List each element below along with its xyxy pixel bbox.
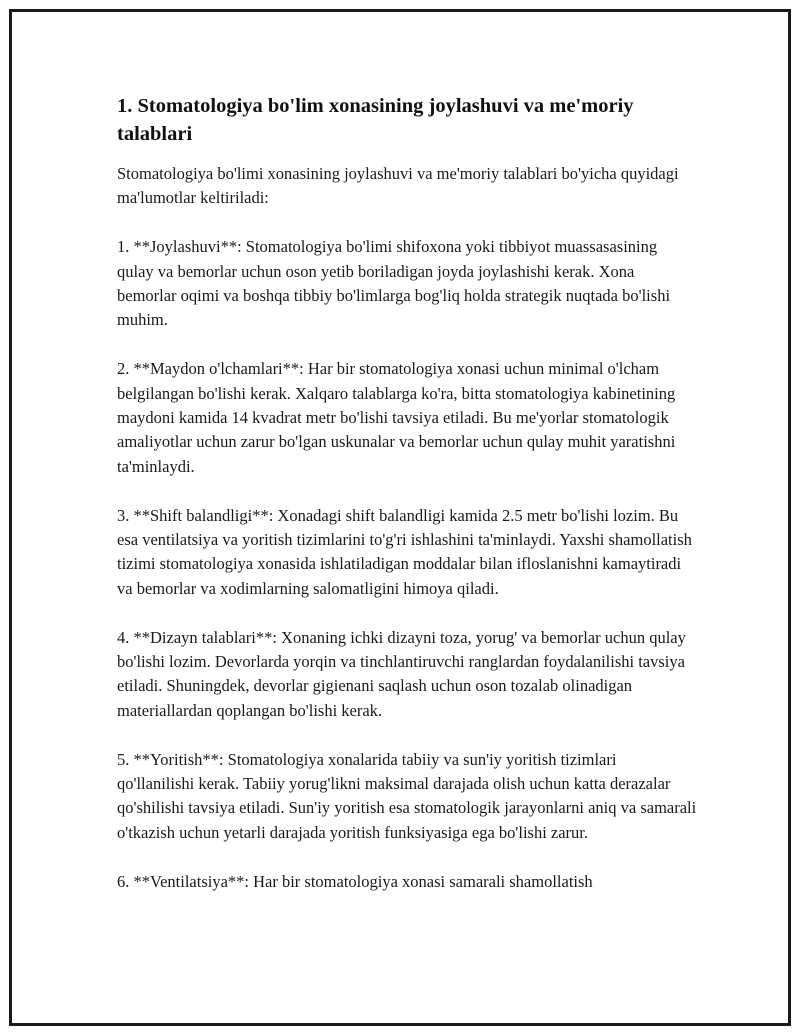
paragraph-ventilation: 6. **Ventilatsiya**: Har bir stomatologiya xonasi samarali shamollatish xyxy=(117,871,593,891)
section-heading: 1. Stomatologiya bo'lim xonasining joylashuvi va me'moriy talablari xyxy=(117,95,634,145)
intro-paragraph: Stomatologiya bo'limi xonasining joylashuvi va me'moriy talablari bo'yicha quyidagi ma'lumotlar keltiriladi: xyxy=(117,164,679,208)
paragraph-design-requirements: 4. **Dizayn talablari**: Xonaning ichki dizayni toza, yorug' va bemorlar uchun qulay bo'lishi lozim. Devorlarda yorqin va tinchlantiruvchi ranglardan foydalanilishi tavsiya etiladi. Shuningdek, devorlar gigienani saqlash uchun oson tozalab olinadigan materiallardan qoplangan bo'lishi kerak. xyxy=(117,627,686,720)
paragraph-area-dimensions: 2. **Maydon o'lchamlari**: Har bir stomatologiya xonasi uchun minimal o'lcham belgilangan bo'lishi kerak. Xalqaro talablarga ko'ra, bitta stomatologiya kabinetining maydoni kamida 14 kvadrat metr bo'lishi tavsiya etiladi. Bu me'yorlar stomatologik amaliyotlar uchun zarur bo'lgan uskunalar va bemorlar uchun qulay muhit yaratishni ta'minlaydi. xyxy=(117,359,676,476)
document-body xyxy=(117,92,697,918)
paragraph-location: 1. **Joylashuvi**: Stomatologiya bo'limi shifoxona yoki tibbiyot muassasasining qulay va bemorlar uchun oson yetib boriladigan joyda joylashishi kerak. Xona bemorlar oqimi va boshqa tibbiy bo'limlarga bog'liq holda strategik nuqtada bo'lishi muhim. xyxy=(117,237,671,330)
paragraph-ceiling-height: 3. **Shift balandligi**: Xonadagi shift balandligi kamida 2.5 metr bo'lishi lozim. Bu esa ventilatsiya va yoritish tizimlarini to'g'ri ishlashini ta'minlaydi. Yaxshi shamollatish tizimi stomatologiya xonasida ishlatiladigan moddalar bilan ifloslanishni kamaytiradi va bemorlar va xodimlarning salomatligini himoya qiladi. xyxy=(117,505,692,598)
paragraph-lighting: 5. **Yoritish**: Stomatologiya xonalarida tabiiy va sun'iy yoritish tizimlari qo'llanilishi kerak. Tabiiy yorug'likni maksimal darajada olish uchun katta derazalar qo'shilishi tavsiya etiladi. Sun'iy yoritish esa stomatologik jarayonlarni aniq va samarali o'tkazish uchun yetarli darajada yoritish funksiyasiga ega bo'lishi zarur. xyxy=(117,749,697,842)
